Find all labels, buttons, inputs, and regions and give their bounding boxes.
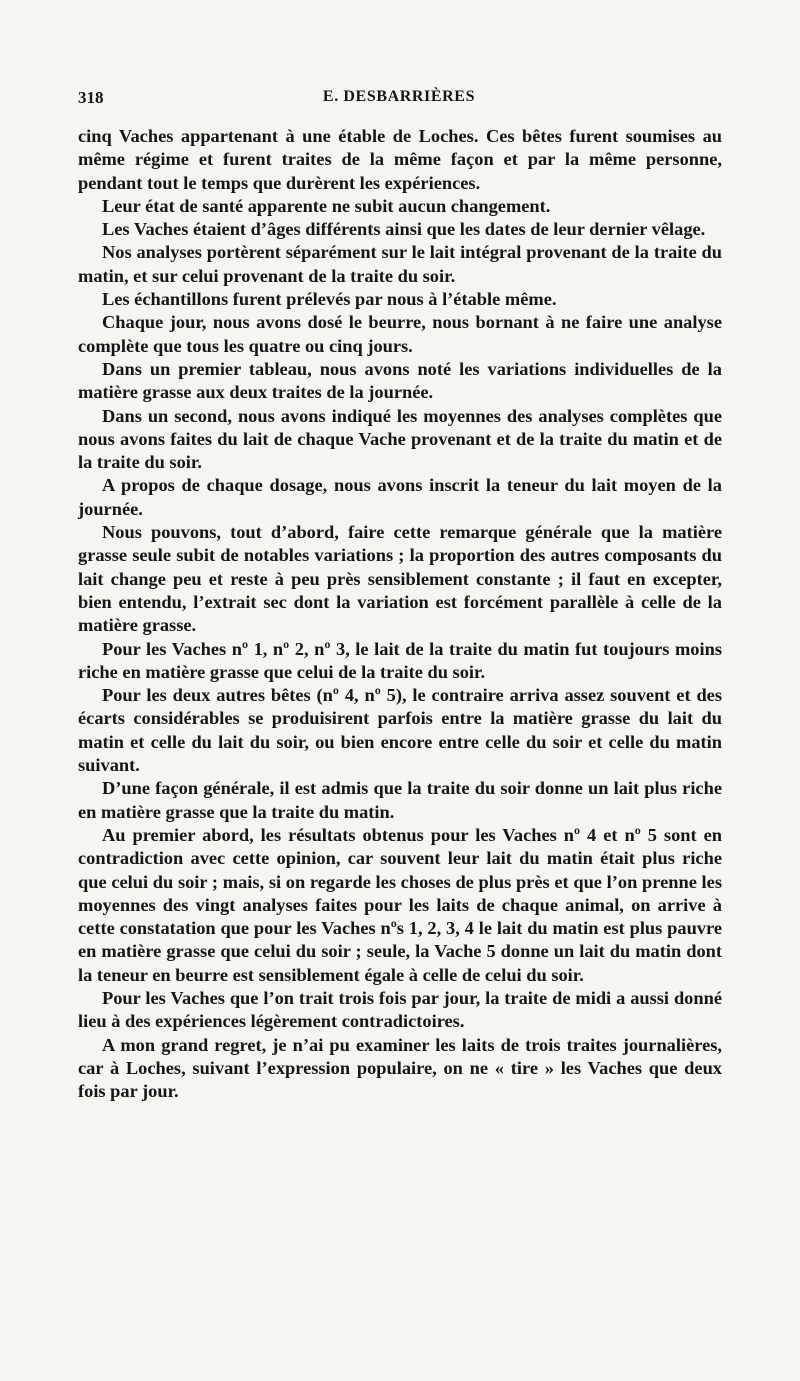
paragraph: Leur état de santé apparente ne subit aucun changement. bbox=[102, 195, 551, 216]
paragraph: Nous pouvons, tout d’abord, faire cette remarque générale que la matière grasse seule subit de notables variations ; la proportion des autres composants du lait change peu et reste à peu près sensiblement constante ; il faut en excepter, bien entendu, l’extrait sec dont la variation est forcément parallèle à celle de la matière grasse. bbox=[78, 522, 722, 636]
running-title: E. DESBARRIÈRES bbox=[322, 88, 476, 105]
paragraph: Pour les Vaches nº 1, nº 2, nº 3, le lait de la traite du matin fut toujours moins riche en matière grasse que celui de la traite du soir. bbox=[78, 638, 722, 682]
body-text bbox=[78, 125, 722, 1103]
paragraph-continued: cinq Vaches appartenant à une étable de Loches. Ces bêtes furent soumises au même régime et furent traites de la même façon et par la même personne, pendant tout le temps que durèrent les expériences. bbox=[78, 126, 722, 193]
paragraph: A mon grand regret, je n’ai pu examiner les laits de trois traites journalières, car à Loches, suivant l’expression populaire, on ne « tire » les Vaches que deux fois par jour. bbox=[78, 1034, 722, 1102]
paragraph: Chaque jour, nous avons dosé le beurre, nous bornant à ne faire une analyse complète que tous les quatre ou cinq jours. bbox=[78, 312, 722, 356]
paragraph: Au premier abord, les résultats obtenus pour les Vaches nº 4 et nº 5 sont en contradiction avec cette opinion, car souvent leur lait du matin était plus riche que celui du soir ; mais, si on regarde les choses de plus près et que l’on prenne les moyennes des vingt analyses faites pour les laits de chaque animal, on arrive à cette constatation que pour les Vaches nºs 1, 2, 3, 4 le lait du matin est plus pauvre en matière grasse que celui du soir ; seule, la Vache 5 donne un lait du matin dont la teneur en beurre est sensiblement égale à celle de celui du soir. bbox=[78, 824, 722, 985]
paragraph: D’une façon générale, il est admis que la traite du soir donne un lait plus riche en matière grasse que la traite du matin. bbox=[78, 778, 722, 822]
paragraph: Dans un premier tableau, nous avons noté les variations individuelles de la matière grasse aux deux traites de la journée. bbox=[78, 358, 722, 403]
paragraph: Dans un second, nous avons indiqué les moyennes des analyses complètes que nous avons faites du lait de chaque Vache provenant et de la traite du matin et de la traite du soir. bbox=[78, 405, 722, 473]
paragraph: Pour les deux autres bêtes (nº 4, nº 5), le contraire arriva assez souvent et des écarts considérables se produisirent parfois entre la matière grasse du lait du matin et celle du lait du soir, ou bien encore entre celle du soir et celle du matin suivant. bbox=[78, 685, 722, 776]
paragraph: Nos analyses portèrent séparément sur le lait intégral provenant de la traite du matin, et sur celui provenant de la traite du soir. bbox=[78, 242, 722, 286]
page-header bbox=[78, 88, 720, 112]
paragraph: A propos de chaque dosage, nous avons inscrit la teneur du lait moyen de la journée. bbox=[78, 475, 722, 519]
paragraph: Les échantillons furent prélevés par nous à l’étable même. bbox=[102, 289, 557, 310]
paragraph: Pour les Vaches que l’on trait trois fois par jour, la traite de midi a aussi donné lieu à des expériences légèrement contradictoires. bbox=[78, 987, 722, 1032]
page-number: 318 bbox=[78, 88, 104, 107]
paragraph: Les Vaches étaient d’âges différents ainsi que les dates de leur dernier vêlage. bbox=[102, 219, 706, 240]
